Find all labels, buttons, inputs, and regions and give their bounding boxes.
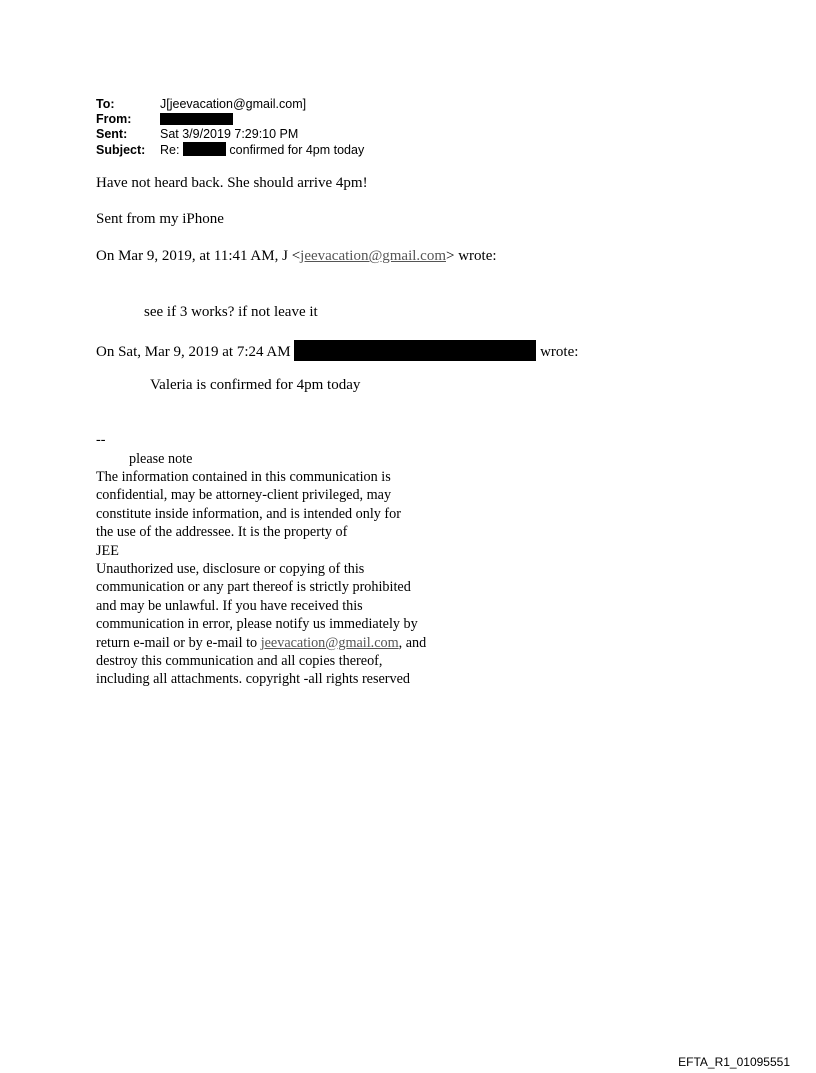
signature: Sent from my iPhone [96, 211, 224, 227]
quote-header-1 [96, 247, 497, 265]
to-value: J[jeevacation@gmail.com] [160, 97, 307, 111]
quote1-prefix: On Mar 9, 2019, at 11:41 AM, J < [96, 248, 301, 264]
disclaimer-line: constitute inside information, and is intended only for [96, 505, 401, 522]
subject-label: Subject: [96, 143, 146, 157]
sent-label: Sent: [96, 127, 128, 141]
disclaimer-line: communication in error, please notify us immediately by [96, 616, 418, 633]
disclaimer-email-link[interactable]: jeevacation@gmail.com [260, 634, 399, 651]
quote-header-2 [96, 340, 578, 361]
subject-prefix: Re: [160, 143, 180, 157]
disclaimer-email-prefix: return e-mail or by e-mail to [96, 634, 261, 651]
disclaimer-line: confidential, may be attorney-client privileged, may [96, 487, 392, 504]
disclaimer-line: JEE [96, 542, 119, 559]
quote2-suffix: wrote: [540, 344, 579, 360]
quote2-redaction [294, 340, 536, 361]
to-row [96, 97, 306, 112]
subject-suffix: confirmed for 4pm today [229, 143, 365, 157]
from-label: From: [96, 112, 132, 126]
sent-row [96, 127, 298, 142]
reply-2: Valeria is confirmed for 4pm today [150, 377, 361, 393]
disclaimer-email-suffix: , and [398, 634, 427, 651]
sent-value: Sat 3/9/2019 7:29:10 PM [160, 127, 299, 141]
separator: -- [96, 432, 106, 448]
from-row [96, 112, 233, 127]
disclaimer-line: including all attachments. copyright -all rights reserved [96, 671, 411, 688]
disclaimer-line: Unauthorized use, disclosure or copying of this [96, 561, 365, 578]
quote1-email-link[interactable]: jeevacation@gmail.com [300, 248, 446, 264]
disclaimer-line: and may be unlawful. If you have received this [96, 597, 363, 614]
disclaimer-line: The information contained in this communication is [96, 469, 391, 485]
disclaimer-note: please note [129, 451, 193, 467]
disclaimer-line: destroy this communication and all copies thereof, [96, 653, 383, 670]
from-redaction [160, 113, 233, 125]
subject-row [96, 142, 364, 158]
disclaimer-line: the use of the addressee. It is the property of [96, 524, 348, 541]
body-line-1: Have not heard back. She should arrive 4pm! [96, 175, 368, 191]
disclaimer-text [96, 468, 426, 689]
disclaimer-email-line [96, 634, 426, 652]
quote2-prefix: On Sat, Mar 9, 2019 at 7:24 AM [96, 344, 291, 360]
quote1-suffix: > wrote: [446, 248, 497, 264]
document-id: EFTA_R1_01095551 [678, 1055, 790, 1069]
to-label: To: [96, 97, 115, 111]
reply-1: see if 3 works? if not leave it [144, 304, 318, 320]
subject-redaction [183, 142, 226, 156]
disclaimer-line: communication or any part thereof is strictly prohibited [96, 579, 411, 596]
